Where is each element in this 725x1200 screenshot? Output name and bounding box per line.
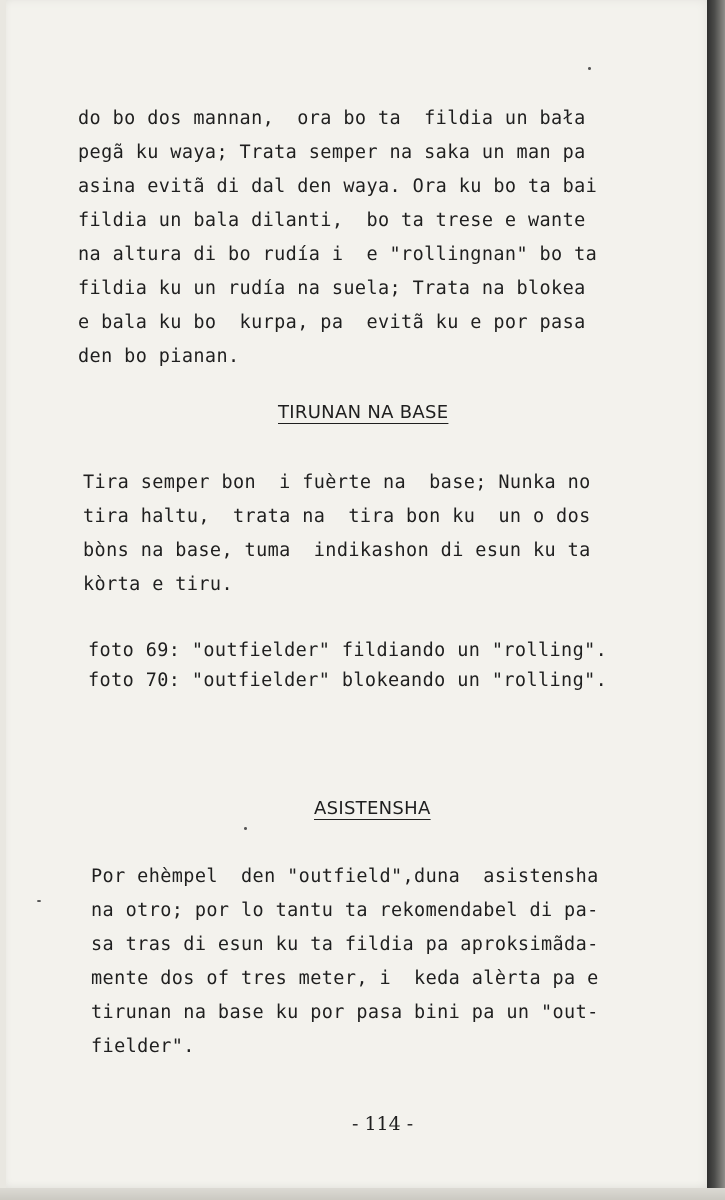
paragraph-1-line: e bala ku bo kurpa, pa evitã ku e por pasa (78, 312, 586, 333)
paragraph-3-line: tirunan na base ku por pasa bini pa un "out- (91, 1002, 599, 1023)
paragraph-1-line: fildia ku un rudía na suela; Trata na blokea (78, 278, 586, 299)
paragraph-2-line: kòrta e tiru. (83, 574, 233, 595)
page-bottom-edge (0, 1188, 725, 1200)
book-binding (707, 0, 725, 1200)
paragraph-1-line: asina evitã di dal den waya. Ora ku bo ta bai (78, 176, 598, 197)
section-heading-tirunan: TIRUNAN NA BASE (278, 402, 449, 423)
paragraph-1-line: pegã ku waya; Trata semper na saka un man pa (78, 142, 586, 163)
dust-speck (244, 827, 247, 830)
paragraph-1-line: den bo pianan. (78, 346, 240, 367)
paragraph-3-line: Por ehèmpel den "outfield",duna asistensha (91, 866, 599, 887)
paragraph-1-line: do bo dos mannan, ora bo ta fildia un bała (78, 108, 586, 129)
paragraph-3-line: mente dos of tres meter, i keda alèrta pa e (91, 968, 599, 989)
paragraph-3-line: sa tras di esun ku ta fildia pa aproksimãda- (91, 934, 599, 955)
paragraph-3-line: na otro; por lo tantu ta rekomendabel di pa- (91, 900, 599, 921)
paragraph-1-line: fildia un bala dilanti, bo ta trese e wante (78, 210, 586, 231)
paragraph-2-line: tira haltu, trata na tira bon ku un o dos (83, 506, 591, 527)
photo-caption: foto 70: "outfielder" blokeando un "rolling". (88, 670, 608, 691)
dust-speck (37, 900, 41, 902)
photo-caption: foto 69: "outfielder" fildiando un "rolling". (88, 640, 608, 661)
paragraph-2-line: Tira semper bon i fuèrte na base; Nunka no (83, 472, 591, 493)
paragraph-2-line: bòns na base, tuma indikashon di esun ku ta (83, 540, 591, 561)
paragraph-3-line: fielder". (91, 1036, 195, 1057)
dust-speck (588, 67, 591, 70)
paragraph-1-line: na altura di bo rudía i e "rollingnan" bo ta (78, 244, 598, 265)
page-number: - 114 - (352, 1113, 414, 1135)
section-heading-asistensha: ASISTENSHA (314, 798, 431, 819)
